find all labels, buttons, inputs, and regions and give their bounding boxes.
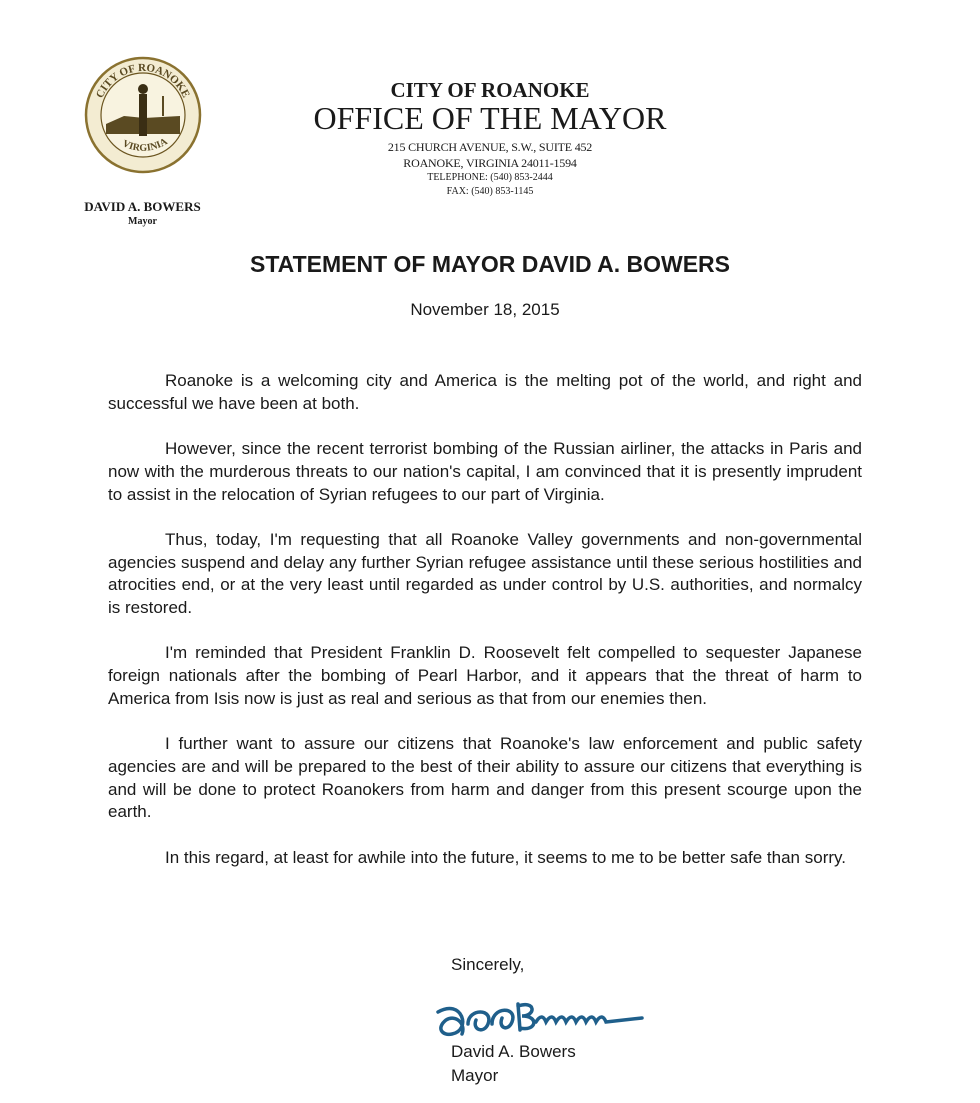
signature bbox=[432, 990, 652, 1040]
closing: Sincerely, bbox=[451, 955, 525, 974]
letterhead-address-1: 215 CHURCH AVENUE, S.W., SUITE 452 bbox=[387, 140, 593, 154]
signer-title: Mayor bbox=[451, 1066, 499, 1085]
letterhead-address-2: ROANOKE, VIRGINIA 24011-1594 bbox=[403, 156, 577, 170]
letterhead-telephone: TELEPHONE: (540) 853-2444 bbox=[427, 172, 553, 183]
statement-body bbox=[108, 370, 862, 892]
letterhead-mayor-title: Mayor bbox=[128, 216, 157, 227]
letterhead-office: OFFICE OF THE MAYOR bbox=[313, 100, 667, 136]
paragraph: I further want to assure our citizens that Roanoke's law enforcement and public safety agencies are and will be prepared to the best of their ability to assure our citizens that everything is and will be done to protect Roanokers from harm and danger from this present scourge upon the earth. bbox=[108, 734, 862, 822]
letterhead-fax: FAX: (540) 853-1145 bbox=[446, 186, 534, 197]
letterhead-mayor-name: DAVID A. BOWERS bbox=[84, 199, 201, 214]
letterhead-city: CITY OF ROANOKE bbox=[390, 78, 590, 102]
paragraph: I'm reminded that President Franklin D. Roosevelt felt compelled to sequester Japanese foreign nationals after the bombing of Pearl Harbor, and it appears that the threat of harm to America from Isis now is just as real and serious as that from our enemies then. bbox=[108, 643, 862, 708]
svg-text:VIRGINIA: VIRGINIA bbox=[120, 136, 170, 154]
paragraph: However, since the recent terrorist bombing of the Russian airliner, the attacks in Paris and now with the murderous threats to our nation's capital, I am convinced that it is presently imprudent to assist in the relocation of Syrian refugees to our part of Virginia. bbox=[108, 439, 862, 504]
signer-name: David A. Bowers bbox=[451, 1042, 576, 1061]
statement-title: STATEMENT OF MAYOR DAVID A. BOWERS bbox=[249, 251, 731, 277]
paragraph: Thus, today, I'm requesting that all Roanoke Valley governments and non-governmental agencies suspend and delay any further Syrian refugee assistance until these serious hostilities and atrocities end, or at the very least until regarded as under control by U.S. authorities, and normalcy is restored. bbox=[108, 529, 862, 617]
paragraph: Roanoke is a welcoming city and America is the melting pot of the world, and right and successful we have been at both. bbox=[108, 371, 862, 413]
statement-date: November 18, 2015 bbox=[410, 300, 560, 319]
paragraph: In this regard, at least for awhile into the future, it seems to me to be better safe than sorry. bbox=[165, 847, 846, 867]
svg-text:CITY OF ROANOKE: CITY OF ROANOKE bbox=[93, 61, 192, 101]
city-seal bbox=[84, 56, 202, 174]
